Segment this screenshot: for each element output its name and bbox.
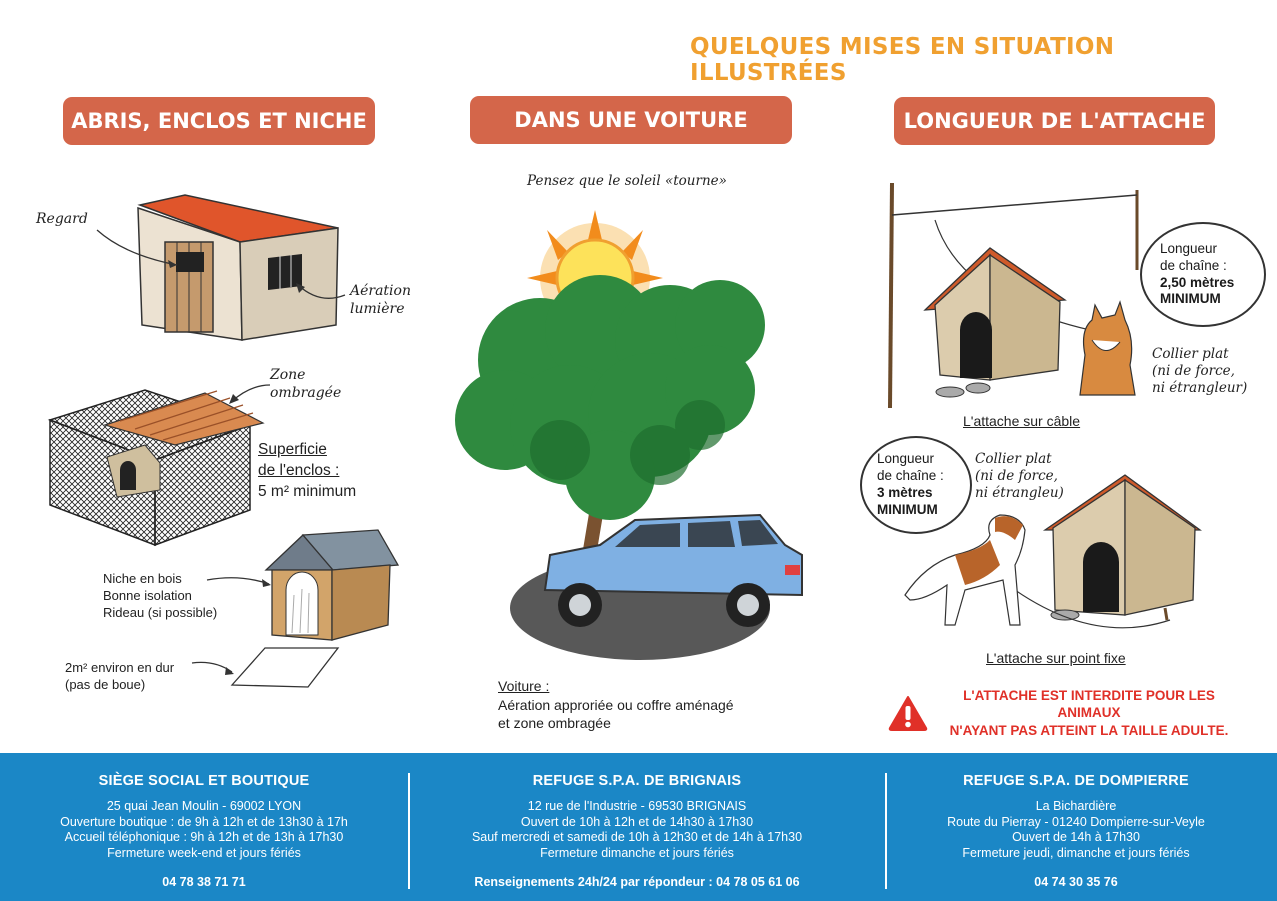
footer-dompierre: REFUGE S.P.A. DE DOMPIERRE La Bichardière Route du Pierray - 01240 Dompierre-sur-Veyle Ouvert de 14h à 17h30 Fermeture jeudi, dimanche et jours fériés 04 74 30 35 76 — [872, 753, 1277, 889]
label-voiture: Voiture : Aération approriée ou coffre aménagé et zone ombragée — [498, 678, 734, 731]
label-niche: Niche en bois Bonne isolation Rideau (si possible) — [103, 571, 218, 620]
footer-siege: SIÈGE SOCIAL ET BOUTIQUE 25 quai Jean Moulin - 69002 LYON Ouverture boutique : de 9h à 12h et de 13h30 à 17h Accueil téléphonique : 9h à 12h et de 13h à 17h30 Fermeture week-end et jours fériés 04 78 38 71 71 — [0, 753, 408, 889]
enclos-illustration — [45, 385, 260, 545]
label-zone: Zone ombragée — [270, 367, 342, 402]
dur-arrow — [190, 658, 240, 678]
car-scene-illustration — [440, 210, 830, 665]
caption-cable: L'attache sur câble — [963, 413, 1081, 429]
footer-dompierre-phone[interactable]: 04 74 30 35 76 — [1034, 875, 1118, 889]
label-regard: Regard — [36, 211, 88, 227]
footer-divider — [408, 773, 410, 889]
warning-text: L'ATTACHE EST INTERDITE POUR LES ANIMAUX N'AYANT PAS ATTEINT LA TAILLE ADULTE. — [949, 687, 1229, 738]
footer-siege-phone[interactable]: 04 78 38 71 71 — [162, 875, 246, 889]
zone-arrow — [225, 380, 275, 408]
label-aeration: Aération lumière — [350, 283, 411, 318]
label-superficie: Superficie de l'enclos : 5 m² minimum — [258, 441, 357, 500]
page-title: QUELQUES MISES EN SITUATION ILLUSTRÉES — [690, 34, 1115, 86]
footer-dompierre-title: REFUGE S.P.A. DE DOMPIERRE — [963, 773, 1189, 789]
tab-attache: LONGUEUR DE L'ATTACHE — [894, 97, 1215, 145]
regard-arrow — [95, 225, 185, 270]
aeration-arrow — [290, 275, 350, 310]
tab-voiture: DANS UNE VOITURE — [470, 96, 792, 144]
label-soleil: Pensez que le soleil «tourne» — [527, 173, 727, 189]
footer-siege-title: SIÈGE SOCIAL ET BOUTIQUE — [98, 773, 310, 789]
dur-slab — [230, 645, 340, 690]
footer-brignais-title: REFUGE S.P.A. DE BRIGNAIS — [532, 773, 742, 789]
bubble-cable: Longueur de chaîne : 2,50 mètres MINIMUM — [1140, 222, 1266, 327]
warning-icon — [888, 695, 928, 731]
footer — [0, 753, 1277, 901]
tab-abris: ABRIS, ENCLOS ET NICHE — [63, 97, 375, 145]
warning-banner — [888, 687, 1248, 738]
label-collier-2: Collier plat (ni de force, ni étrangleu) — [975, 451, 1064, 501]
footer-brignais-phone[interactable]: Renseignements 24h/24 par répondeur : 04 78 05 61 06 — [474, 875, 800, 889]
footer-brignais: REFUGE S.P.A. DE BRIGNAIS 12 rue de l'Industrie - 69530 BRIGNAIS Ouvert de 10h à 12h et de 14h30 à 17h30 Sauf mercredi et samedi de 10h à 12h30 et de 14h à 17h30 Fermeture dimanche et jours fériés Renseignements 24h/24 par répondeur : 04 78 05 61 06 — [433, 753, 841, 889]
niche-illustration — [258, 525, 403, 645]
bubble-fixe: Longueur de chaîne : 3 mètres MINIMUM — [860, 436, 972, 534]
label-collier-1: Collier plat (ni de force, ni étrangleur) — [1152, 346, 1248, 396]
label-dur: 2m² environ en dur (pas de boue) — [65, 660, 175, 692]
caption-fixe: L'attache sur point fixe — [986, 650, 1126, 666]
cable-scene-illustration — [880, 180, 1150, 410]
